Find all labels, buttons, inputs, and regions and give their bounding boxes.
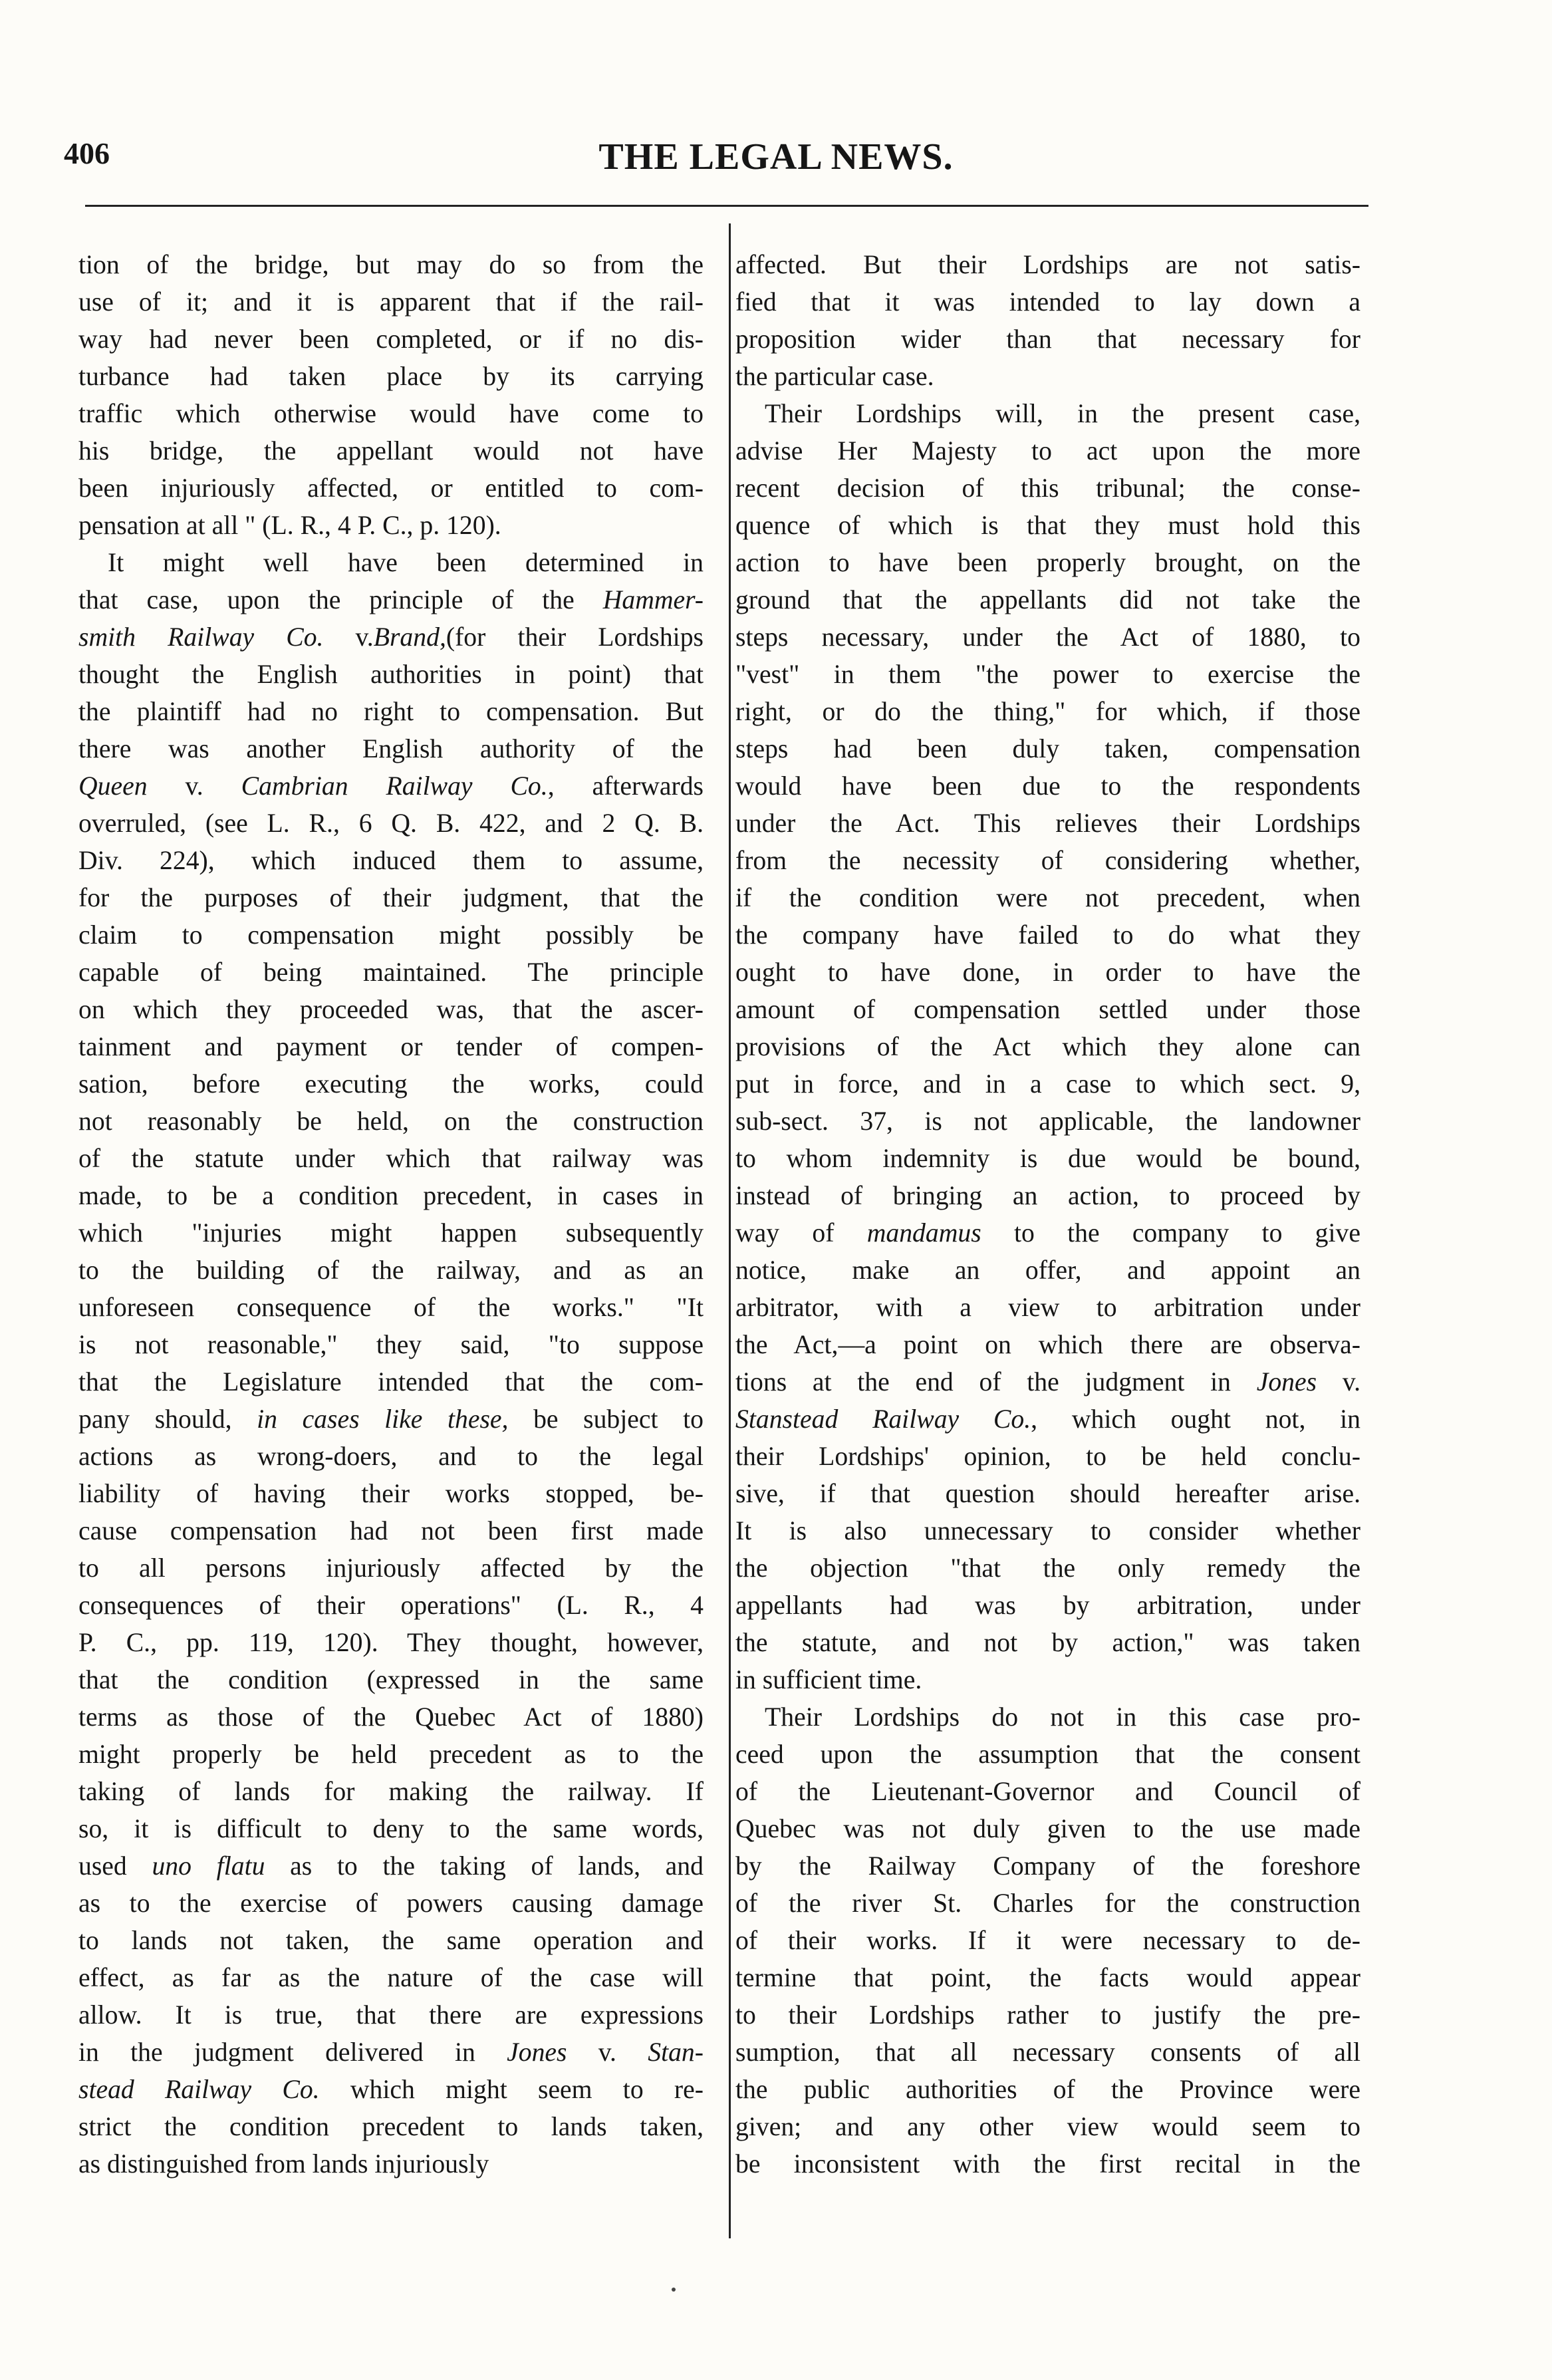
text-line: ought to have done, in order to have the [735, 958, 1360, 987]
text-line: unforeseen consequence of the works." "It [78, 1293, 704, 1322]
text-line: thought the English authorities in point) that [78, 660, 704, 689]
text-line: to the building of the railway, and as an [78, 1256, 704, 1285]
case-name-italic: Stanstead Railway Co. [735, 1404, 1031, 1434]
text-line: claim to compensation might possibly be [78, 920, 704, 950]
text-line: advise Her Majesty to act upon the more [735, 436, 1360, 465]
text-line: for the purposes of their judgment, that the [78, 883, 704, 912]
text-line [78, 581, 704, 618]
text-run: which might seem to re- [319, 2075, 704, 2104]
text-line: put in force, and in a case to which sect. 9, [735, 1069, 1360, 1099]
text-line [78, 618, 704, 656]
text-line: appellants had was by arbitration, under [735, 1591, 1360, 1620]
text-line: not reasonably be held, on the construction [78, 1107, 704, 1136]
text-line: "vest" in them "the power to exercise the [735, 660, 1360, 689]
text-line: It might well have been determined in [108, 548, 704, 577]
latin-phrase-italic: uno flatu [152, 1851, 265, 1881]
text-line: It is also unnecessary to consider whether [735, 1516, 1360, 1545]
text-line: of the Lieutenant-Governor and Council of [735, 1777, 1360, 1806]
text-line: consequences of their operations" (L. R., 4 [78, 1591, 704, 1620]
text-line: Quebec was not duly given to the use made [735, 1814, 1360, 1843]
left-column [78, 246, 704, 2182]
text-line: there was another English authority of the [78, 734, 704, 763]
text-line: that the condition (expressed in the same [78, 1665, 704, 1694]
text-line: liability of having their works stopped, be- [78, 1479, 704, 1508]
text-line: to all persons injuriously affected by the [78, 1553, 704, 1583]
text-line: strict the condition precedent to lands taken, [78, 2112, 704, 2141]
text-line: terms as those of the Quebec Act of 1880) [78, 1702, 704, 1732]
text-line: been injuriously affected, or entitled to com- [78, 473, 704, 503]
text-run: (for their Lordships [446, 622, 704, 652]
text-run: , which ought not, in [1031, 1404, 1360, 1434]
text-line: capable of being maintained. The principle [78, 958, 704, 987]
text-line: fied that it was intended to lay down a [735, 287, 1360, 317]
text-line: be inconsistent with the first recital in the [735, 2149, 1360, 2179]
case-name-italic: Jones [507, 2038, 567, 2067]
text-line: the company have failed to do what they [735, 920, 1360, 950]
text-line: effect, as far as the nature of the case will [78, 1963, 704, 1992]
case-name-italic: smith Railway Co. [78, 622, 324, 652]
page-number: 406 [64, 136, 110, 170]
text-line: the statute, and not by action," was taken [735, 1628, 1360, 1657]
case-name-italic: Cambrian Railway Co. [241, 771, 548, 801]
text-line [735, 1400, 1360, 1438]
text-run: in the judgment delivered in [78, 2038, 507, 2067]
case-name-italic: Brand, [373, 622, 446, 652]
print-speck [672, 2288, 676, 2292]
running-title: THE LEGAL NEWS. [598, 136, 954, 178]
text-line: use of it; and it is apparent that if the rail- [78, 287, 704, 317]
text-run: that case, upon the principle of the [78, 585, 603, 614]
text-line: the objection "that the only remedy the [735, 1553, 1360, 1583]
text-line: sive, if that question should hereafter arise. [735, 1479, 1360, 1508]
text-line: Their Lordships do not in this case pro- [765, 1702, 1360, 1732]
text-line: right, or do the thing," for which, if those [735, 697, 1360, 726]
text-line: is not reasonable," they said, "to suppose [78, 1330, 704, 1359]
text-line: which "injuries might happen subsequently [78, 1218, 704, 1248]
text-line: actions as wrong-doers, and to the legal [78, 1442, 704, 1471]
text-line: from the necessity of considering whether, [735, 846, 1360, 875]
text-line [78, 2034, 704, 2071]
text-line: the Act,—a point on which there are observa- [735, 1330, 1360, 1359]
text-line: recent decision of this tribunal; the conse- [735, 473, 1360, 503]
text-line: sub-sect. 37, is not applicable, the landowner [735, 1107, 1360, 1136]
text-line: taking of lands for making the railway. If [78, 1777, 704, 1806]
text-line: to lands not taken, the same operation and [78, 1926, 704, 1955]
text-line: notice, make an offer, and appoint an [735, 1256, 1360, 1285]
text-line: might properly be held precedent as to the [78, 1740, 704, 1769]
text-run: v. [567, 2038, 648, 2067]
header-rule [85, 205, 1368, 207]
text-line: proposition wider than that necessary for [735, 325, 1360, 354]
column-divider [729, 223, 731, 2238]
right-column [735, 246, 1360, 2182]
text-line: given; and any other view would seem to [735, 2112, 1360, 2141]
text-line: by the Railway Company of the foreshore [735, 1851, 1360, 1881]
emphasis-italic: in cases like these, [257, 1404, 509, 1434]
text-line: the public authorities of the Province were [735, 2075, 1360, 2104]
text-run: way of [735, 1218, 867, 1248]
text-line: the plaintiff had no right to compensation. But [78, 697, 704, 726]
text-line: P. C., pp. 119, 120). They thought, however, [78, 1628, 704, 1657]
text-run: to the company to give [981, 1218, 1361, 1248]
text-line [735, 1363, 1360, 1400]
text-line: overruled, (see L. R., 6 Q. B. 422, and 2 Q. B. [78, 809, 704, 838]
text-line: termine that point, the facts would appear [735, 1963, 1360, 1992]
text-line [78, 767, 704, 805]
text-run: , afterwards [547, 771, 704, 801]
text-line: of the river St. Charles for the construction [735, 1889, 1360, 1918]
text-run: pany should, [78, 1404, 257, 1434]
text-line: made, to be a condition precedent, in cases in [78, 1181, 704, 1210]
text-run: v. [323, 622, 374, 652]
text-line: tainment and payment or tender of compen- [78, 1032, 704, 1061]
text-line: of their works. If it were necessary to de- [735, 1926, 1360, 1955]
text-line: action to have been properly brought, on the [735, 548, 1360, 577]
text-line: ceed upon the assumption that the consent [735, 1740, 1360, 1769]
case-name-italic: Hammer- [602, 585, 704, 614]
text-line: arbitrator, with a view to arbitration under [735, 1293, 1360, 1322]
case-name-italic: Queen [78, 771, 148, 801]
text-line [78, 1847, 704, 1885]
text-run: be subject to [508, 1404, 704, 1434]
case-name-italic: Stan- [648, 2038, 704, 2067]
text-line: quence of which is that they must hold this [735, 511, 1360, 540]
text-line: cause compensation had not been first made [78, 1516, 704, 1545]
text-line: as distinguished from lands injuriously [78, 2149, 489, 2179]
text-line: the particular case. [735, 362, 934, 391]
text-run: used [78, 1851, 152, 1881]
text-line: sation, before executing the works, could [78, 1069, 704, 1099]
text-line: steps necessary, under the Act of 1880, to [735, 622, 1360, 652]
text-line: sumption, that all necessary consents of all [735, 2038, 1360, 2067]
text-line [78, 1400, 704, 1438]
text-line: under the Act. This relieves their Lordships [735, 809, 1360, 838]
text-line: if the condition were not precedent, when [735, 883, 1360, 912]
text-line: of the statute under which that railway was [78, 1144, 704, 1173]
text-line: turbance had taken place by its carrying [78, 362, 704, 391]
text-line: traffic which otherwise would have come to [78, 399, 704, 428]
text-line: in sufficient time. [735, 1665, 922, 1694]
text-line: allow. It is true, that there are expressions [78, 2000, 704, 2030]
text-run: v. [1317, 1367, 1361, 1396]
text-line: Their Lordships will, in the present case, [765, 399, 1360, 428]
text-line: instead of bringing an action, to proceed by [735, 1181, 1360, 1210]
text-line: as to the exercise of powers causing damage [78, 1889, 704, 1918]
text-line: would have been due to the respondents [735, 771, 1360, 801]
text-run: v. [147, 771, 241, 801]
latin-term-italic: mandamus [866, 1218, 981, 1248]
text-line: on which they proceeded was, that the ascer- [78, 995, 704, 1024]
text-line: so, it is difficult to deny to the same words, [78, 1814, 704, 1843]
text-line: his bridge, the appellant would not have [78, 436, 704, 465]
text-line: tion of the bridge, but may do so from the [78, 250, 704, 279]
case-name-italic: Jones [1256, 1367, 1317, 1396]
text-line: provisions of the Act which they alone can [735, 1032, 1360, 1061]
case-name-italic: stead Railway Co. [78, 2075, 320, 2104]
text-line: ground that the appellants did not take the [735, 585, 1360, 614]
text-line: way had never been completed, or if no dis- [78, 325, 704, 354]
text-run: as to the taking of lands, and [265, 1851, 704, 1881]
text-run: tions at the end of the judgment in [735, 1367, 1257, 1396]
text-line: to whom indemnity is due would be bound, [735, 1144, 1360, 1173]
text-line: to their Lordships rather to justify the pre- [735, 2000, 1360, 2030]
text-line: pensation at all " (L. R., 4 P. C., p. 120). [78, 511, 501, 540]
text-line: amount of compensation settled under those [735, 995, 1360, 1024]
text-line [735, 1214, 1360, 1252]
text-line: their Lordships' opinion, to be held conclu- [735, 1442, 1360, 1471]
text-line: that the Legislature intended that the com- [78, 1367, 704, 1396]
text-line: affected. But their Lordships are not satis- [735, 250, 1360, 279]
text-line [78, 2071, 704, 2108]
text-line: Div. 224), which induced them to assume, [78, 846, 704, 875]
text-line: steps had been duly taken, compensation [735, 734, 1360, 763]
